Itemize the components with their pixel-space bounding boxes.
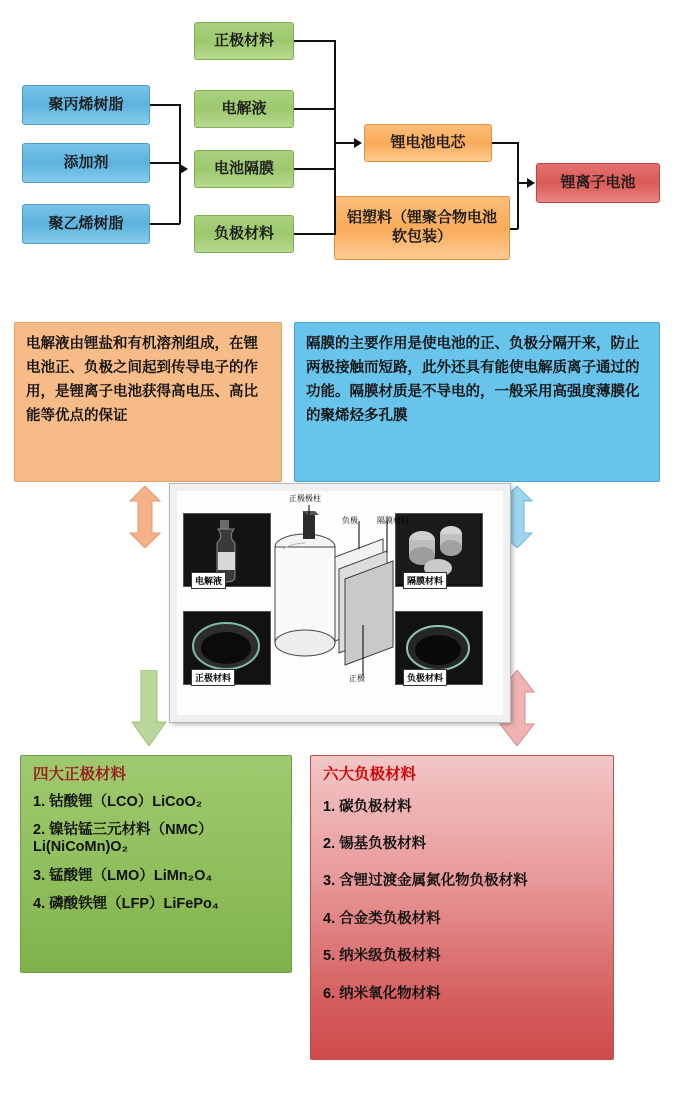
arrow-into-separator xyxy=(180,164,188,174)
connector-input0 xyxy=(150,104,180,106)
connector-out-spine xyxy=(517,142,519,229)
anode-item-1: 2. 锡基负极材料 xyxy=(323,835,427,852)
flow-mid-1-label: 铝塑料（锂聚合物电池软包装） xyxy=(346,209,497,245)
arrow-into-output xyxy=(527,178,535,188)
arrow-cathode-down xyxy=(130,670,168,746)
separator-panel xyxy=(294,322,660,482)
anode-materials-box xyxy=(310,755,614,1060)
connector-mat1 xyxy=(294,108,336,110)
battery-structure-image xyxy=(170,484,510,722)
flow-material-3 xyxy=(194,215,294,253)
flow-material-1-label: 电解液 xyxy=(221,99,267,117)
flow-material-2-label: 电池隔膜 xyxy=(213,159,274,177)
anode-item-0: 1. 碳负极材料 xyxy=(323,798,412,815)
arrow-into-cell xyxy=(354,138,362,148)
photo-callout-1: 负极 xyxy=(342,516,358,525)
anode-item-4: 5. 纳米级负极材料 xyxy=(323,948,441,965)
photo-caption-anode: 负极材料 xyxy=(403,669,447,686)
connector-mat-to-cell xyxy=(334,142,356,144)
connector-input2 xyxy=(150,223,180,225)
flow-mid-1 xyxy=(334,196,510,260)
flow-output-label: 锂离子电池 xyxy=(560,173,636,191)
connector-mat2 xyxy=(294,168,336,170)
photo-caption-cathode: 正极材料 xyxy=(191,669,235,686)
photo-caption-separator: 隔膜材料 xyxy=(403,572,447,589)
anode-item-2: 3. 含锂过渡金属氮化物负极材料 xyxy=(323,873,528,890)
cathode-materials-box xyxy=(20,755,292,973)
flow-input-2 xyxy=(22,204,150,244)
connector-mat-spine xyxy=(334,40,336,234)
photo-jellyroll xyxy=(263,505,411,687)
flow-material-1 xyxy=(194,90,294,128)
photo-callout-3: 正极 xyxy=(349,674,365,683)
flow-input-1-label: 添加剂 xyxy=(63,153,109,171)
anode-item-3: 4. 合金类负极材料 xyxy=(323,910,441,927)
flow-mid-0-label: 锂电池电芯 xyxy=(390,133,466,151)
cathode-item-0: 1. 钴酸锂（LCO）LiCoO₂ xyxy=(33,793,203,810)
photo-callout-0: 正极极柱 xyxy=(289,494,321,503)
cathode-item-1: 2. 镍钴锰三元材料（NMC）Li(NiCoMn)O₂ xyxy=(33,821,213,856)
battery-structure-canvas xyxy=(177,491,503,715)
cathode-item-3: 4. 磷酸铁锂（LFP）LiFePo₄ xyxy=(33,896,219,913)
photo-caption-electrolyte: 电解液 xyxy=(191,572,226,589)
flow-material-2 xyxy=(194,150,294,188)
flow-material-3-label: 负极材料 xyxy=(213,224,274,242)
connector-cell-out xyxy=(492,142,518,144)
flow-mid-0 xyxy=(364,124,492,162)
flow-material-0-label: 正极材料 xyxy=(213,31,274,49)
connector-mat3 xyxy=(294,233,336,235)
connector-input1 xyxy=(150,162,180,164)
flow-input-1 xyxy=(22,143,150,183)
electrolyte-panel-text: 电解液由锂盐和有机溶剂组成，在锂电池正、负极之间起到传导电子的作用，是锂离子电池获得高电压、高比能等优点的保证 xyxy=(26,336,258,424)
arrow-electrolyte-down xyxy=(128,486,162,548)
flow-input-0-label: 聚丙烯树脂 xyxy=(48,95,124,113)
flow-input-2-label: 聚乙烯树脂 xyxy=(48,214,124,232)
anode-item-5: 6. 纳米氧化物材料 xyxy=(323,985,441,1002)
anode-title: 六大负极材料 xyxy=(323,766,417,783)
electrolyte-panel xyxy=(14,322,282,482)
connector-mat0 xyxy=(294,40,336,42)
cathode-item-2: 3. 锰酸锂（LMO）LiMn₂O₄ xyxy=(33,867,213,884)
flow-input-0 xyxy=(22,85,150,125)
flow-material-0 xyxy=(194,22,294,60)
cathode-title: 四大正极材料 xyxy=(33,766,127,783)
separator-panel-text: 隔膜的主要作用是使电池的正、负极分隔开来，防止两极接触而短路，此外还具有能使电解质离子通过的功能。隔膜材质是不导电的，一般采用高强度薄膜化的聚烯烃多孔膜 xyxy=(306,336,640,424)
flow-output xyxy=(536,163,660,203)
photo-callout-2: 隔膜材料 xyxy=(377,516,409,525)
